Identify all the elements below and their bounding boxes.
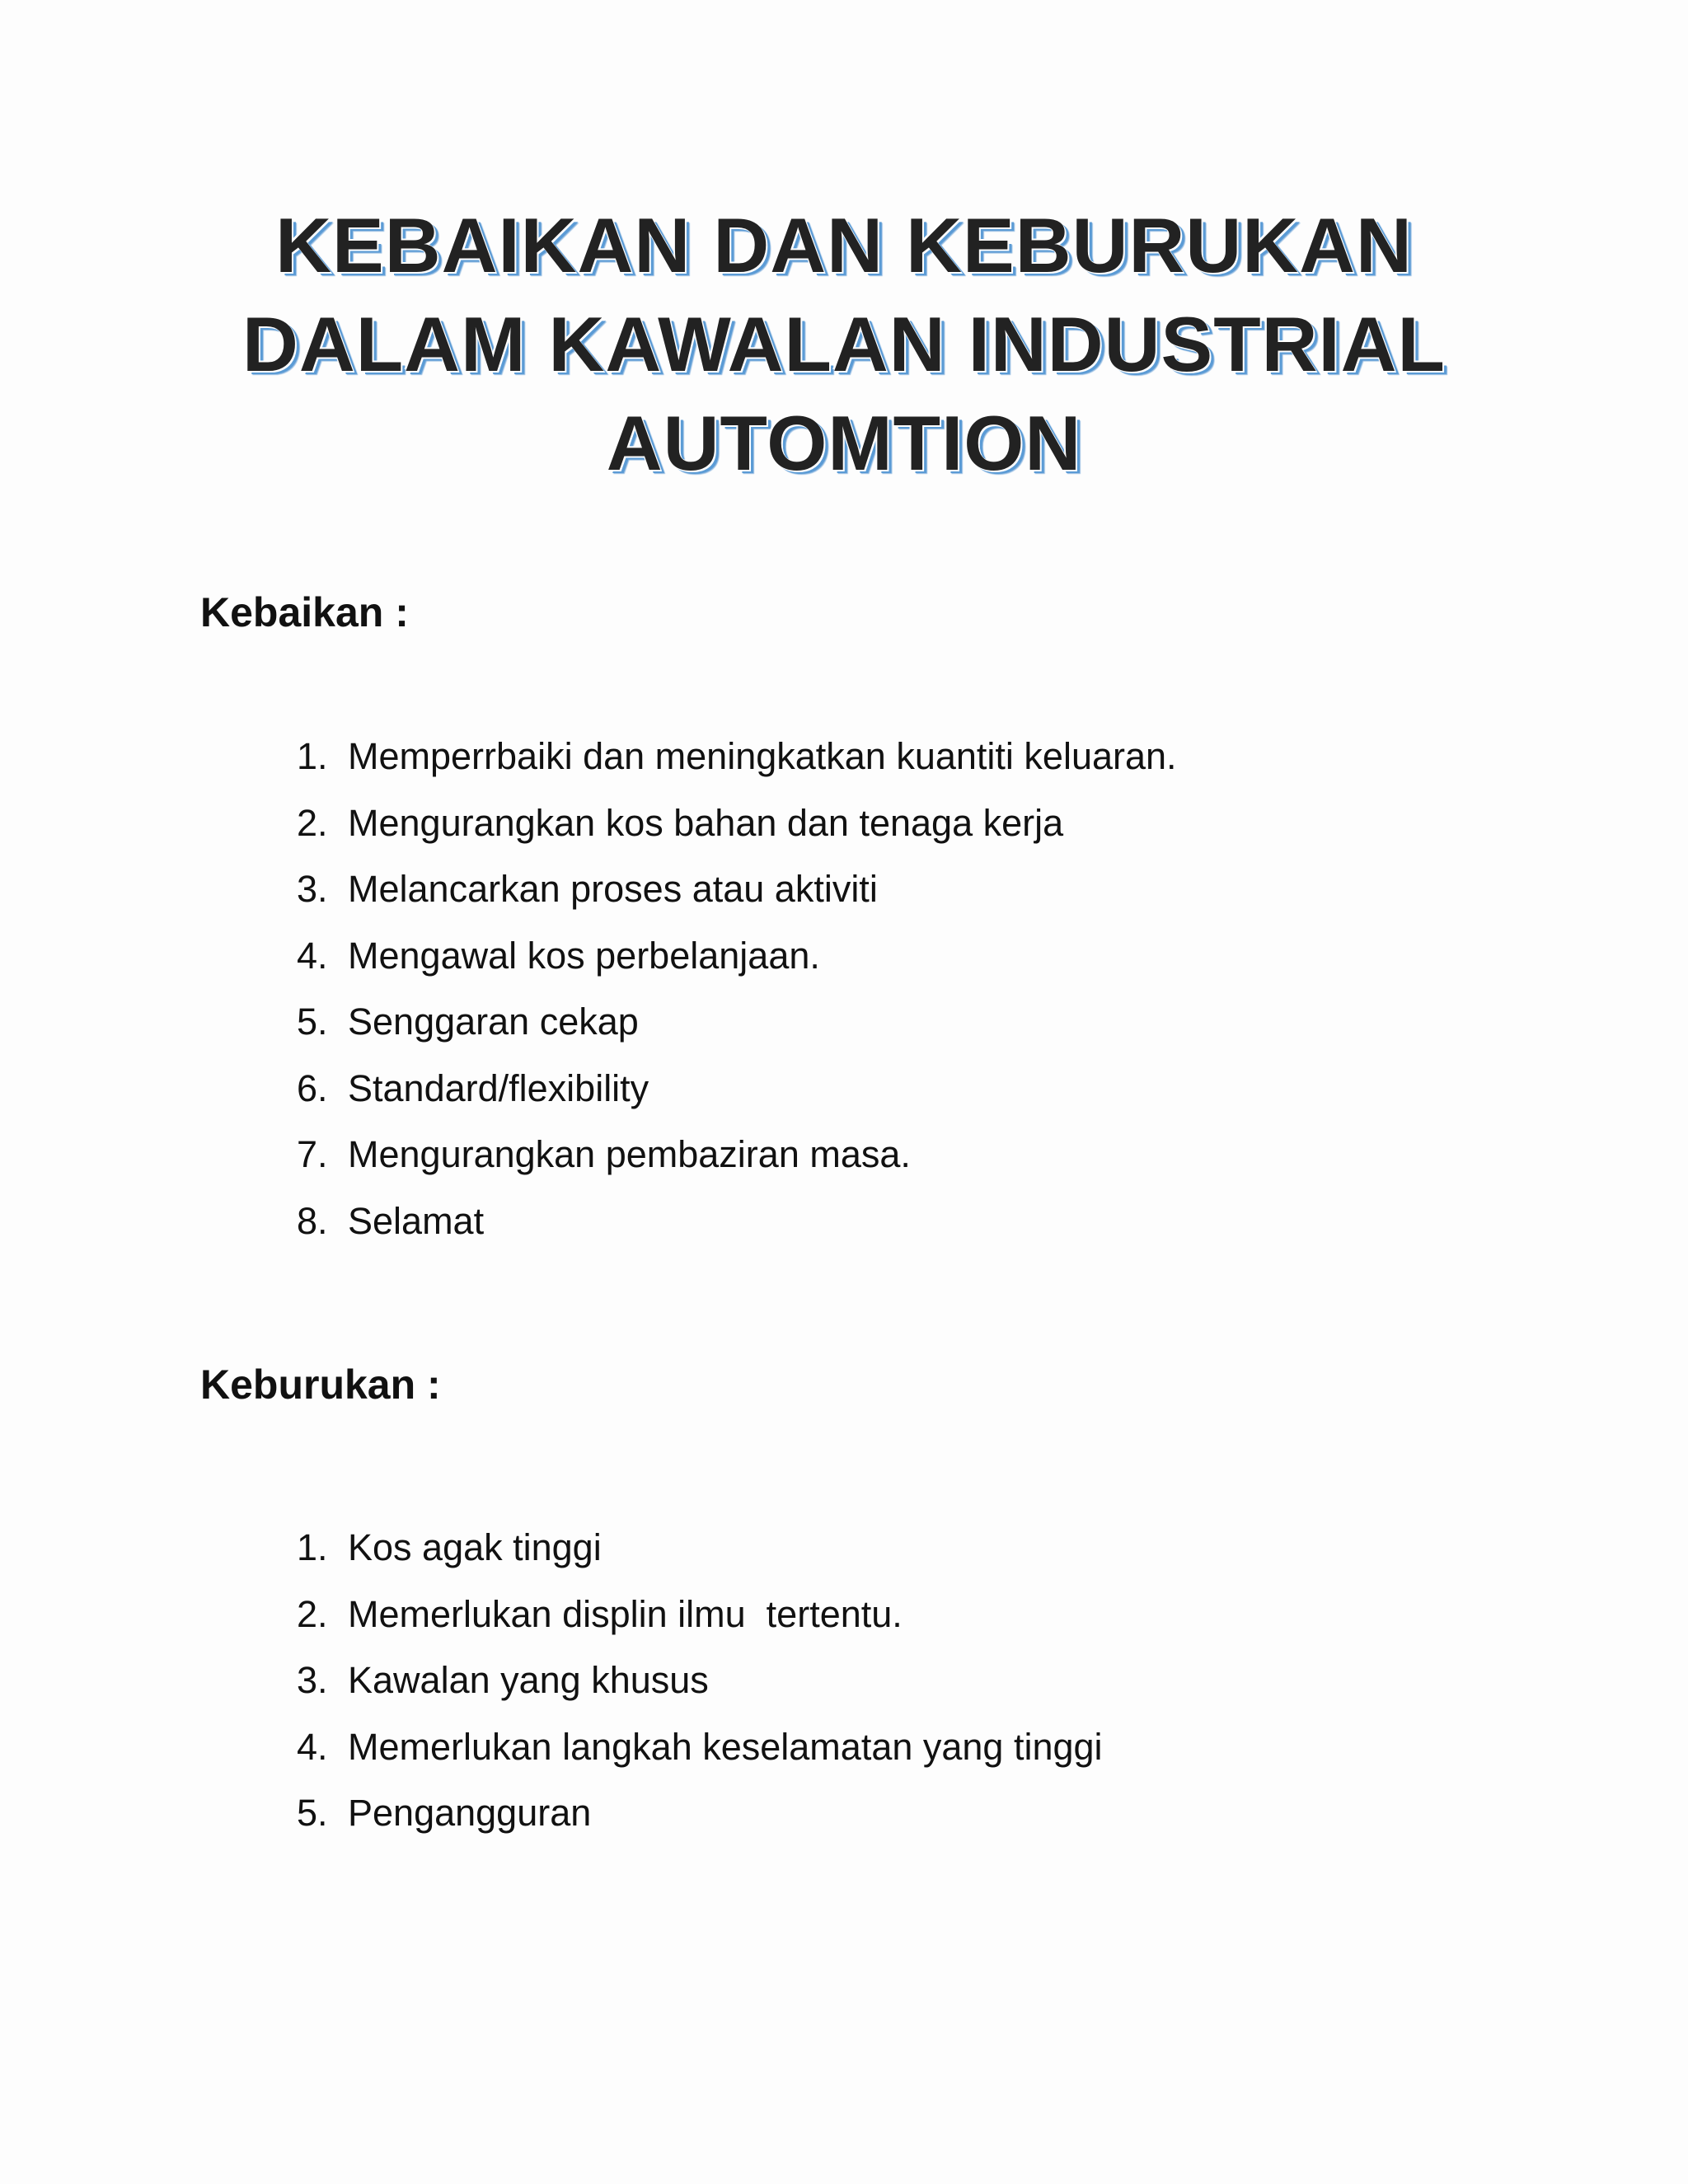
title-line-1: KEBAIKAN DAN KEBURUKAN	[275, 202, 1413, 288]
item-text: Memerlukan langkah keselamatan yang tinggi	[348, 1725, 1103, 1768]
list-item	[297, 931, 1177, 998]
item-text: Selamat	[348, 1199, 485, 1242]
item-text: Memerlukan displin ilmu tertentu.	[348, 1592, 903, 1635]
item-text: Kawalan yang khusus	[348, 1659, 709, 1701]
item-number: 1.	[297, 1526, 328, 1568]
item-number: 1.	[297, 735, 328, 777]
list-item	[297, 997, 1177, 1064]
list-item	[297, 1656, 1103, 1722]
item-number: 2.	[297, 1592, 328, 1635]
list-item	[297, 1130, 1177, 1197]
item-number: 5.	[297, 1792, 328, 1834]
item-text: Mengurangkan pembaziran masa.	[348, 1133, 911, 1175]
list-item	[297, 1590, 1103, 1657]
list-item	[297, 1788, 1103, 1855]
item-text: Pengangguran	[348, 1792, 592, 1834]
list-item	[297, 1064, 1177, 1131]
item-text: Mengurangkan kos bahan dan tenaga kerja	[348, 801, 1064, 844]
list-item	[297, 1523, 1103, 1590]
kebaikan-list	[297, 732, 1177, 1263]
item-number: 7.	[297, 1133, 328, 1175]
item-text: Melancarkan proses atau aktiviti	[348, 868, 878, 910]
item-number: 3.	[297, 1659, 328, 1701]
item-number: 2.	[297, 801, 328, 844]
item-number: 4.	[297, 934, 328, 977]
item-text: Standard/flexibility	[348, 1066, 649, 1109]
list-item	[297, 1197, 1177, 1263]
item-text: Kos agak tinggi	[348, 1526, 602, 1568]
kebaikan-heading: Kebaikan :	[200, 589, 409, 635]
item-text: Mengawal kos perbelanjaan.	[348, 934, 820, 977]
title-line-3: AUTOMTION	[606, 400, 1082, 486]
list-item	[297, 732, 1177, 799]
list-item	[297, 799, 1177, 865]
document-title	[0, 196, 1688, 493]
item-number: 4.	[297, 1725, 328, 1768]
list-item	[297, 1722, 1103, 1789]
item-number: 3.	[297, 868, 328, 910]
item-number: 6.	[297, 1066, 328, 1109]
item-text: Memperrbaiki dan meningkatkan kuantiti keluaran.	[348, 735, 1177, 777]
keburukan-list	[297, 1523, 1103, 1855]
item-number: 5.	[297, 1001, 328, 1043]
item-number: 8.	[297, 1199, 328, 1242]
list-item	[297, 865, 1177, 931]
keburukan-heading: Keburukan :	[200, 1361, 441, 1408]
item-text: Senggaran cekap	[348, 1001, 639, 1043]
title-line-2: DALAM KAWALAN INDUSTRIAL	[242, 301, 1446, 387]
